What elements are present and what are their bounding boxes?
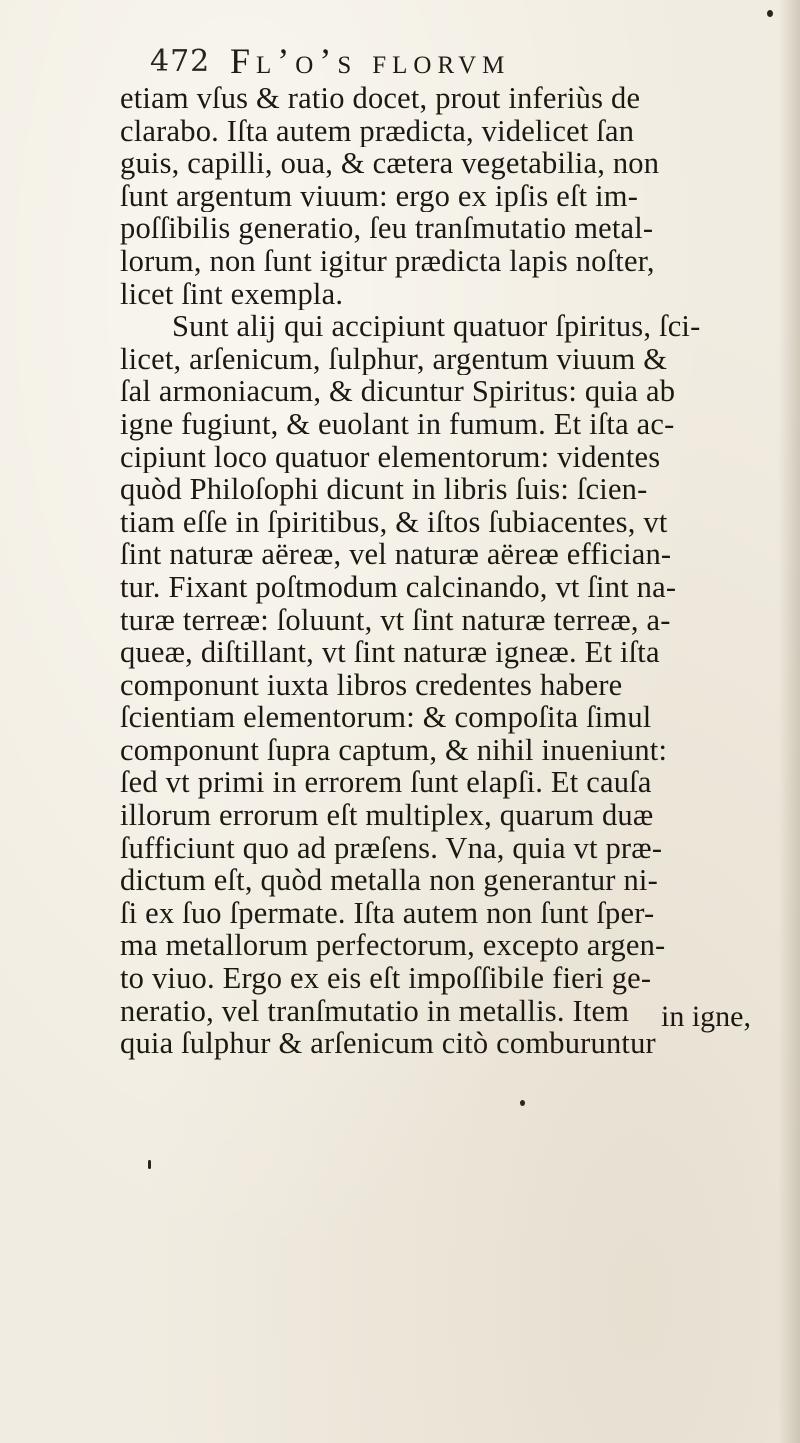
running-head: Fl’o’s florvm — [230, 41, 511, 81]
text-line: illorum errorum eſt multiplex, quarum duæ — [120, 799, 654, 832]
text-line: poſſibilis generatio, ſeu tranſmutatio metal- — [120, 212, 654, 245]
text-line: quòd Philoſophi dicunt in libris ſuis: ſcien- — [120, 473, 648, 506]
text-line: turæ terreæ: ſoluunt, vt ſint naturæ terreæ, a- — [120, 603, 671, 637]
text-line: igne fugiunt, & euolant in fumum. Et iſta ac- — [120, 407, 675, 441]
text-line: componunt ſupra captum, & nihil inueniunt: — [120, 733, 668, 767]
ink-spot — [520, 1100, 525, 1106]
text-line: cipiunt loco quatuor elementorum: videntes — [120, 440, 661, 474]
page-number: 472 — [150, 44, 211, 79]
text-line: componunt iuxta libros credentes habere — [120, 668, 623, 702]
text-line: neratio, vel tranſmutatio in metallis. Item — [120, 994, 630, 1028]
text-line: licet ſint exempla. — [120, 277, 344, 311]
text-line: to viuo. Ergo ex eis eſt impoſſibile fieri ge- — [120, 962, 652, 995]
text-line: ſi ex ſuo ſpermate. Iſta autem non ſunt ſper- — [120, 896, 655, 930]
text-line: tur. Fixant poſtmodum calcinando, vt ſint na- — [120, 570, 677, 604]
text-line: ſufficiunt quo ad præſens. Vna, quia vt præ- — [120, 831, 663, 865]
text-line: licet, arſenicum, ſulphur, argentum viuum & — [120, 342, 668, 376]
text-line: ſint naturæ aëreæ, vel naturæ aëreæ effician- — [120, 538, 672, 571]
text-line: ſed vt primi in errorem ſunt elapſi. Et cauſa — [120, 766, 652, 800]
catchword: in igne, — [661, 1000, 751, 1033]
text-line: tiam eſſe in ſpiritibus, & iſtos ſubiacentes, vt — [120, 505, 668, 539]
text-line: quia ſulphur & arſenicum citò comburuntur — [120, 1027, 656, 1060]
text-line: ſunt argentum viuum: ergo ex ipſis eſt im- — [120, 179, 639, 213]
text-line: etiam vſus & ratio docet, prout inferiùs de — [120, 82, 641, 115]
text-line: clarabo. Iſta autem prædicta, videlicet ſan — [120, 114, 635, 148]
text-line-paragraph-start: Sunt alij qui accipiunt quatuor ſpiritus, ſci- — [172, 310, 701, 343]
text-line: guis, capilli, oua, & cætera vegetabilia, non — [120, 147, 660, 180]
text-line: ſcientiam elementorum: & compoſita ſimul — [120, 701, 652, 734]
text-line: lorum, non ſunt igitur prædicta lapis noſter, — [120, 244, 655, 278]
body-text — [120, 82, 780, 1060]
text-line: ma metallorum perfectorum, excepto argen- — [120, 929, 666, 963]
text-line: dictum eſt, quòd metalla non generantur ni- — [120, 864, 658, 897]
ink-spot — [767, 10, 773, 17]
text-line: queæ, diſtillant, vt ſint naturæ igneæ. Et iſta — [120, 636, 660, 669]
page-gutter-shadow — [778, 0, 800, 1443]
ink-spot — [148, 1160, 151, 1169]
text-line: ſal armoniacum, & dicuntur Spiritus: quia ab — [120, 375, 676, 408]
